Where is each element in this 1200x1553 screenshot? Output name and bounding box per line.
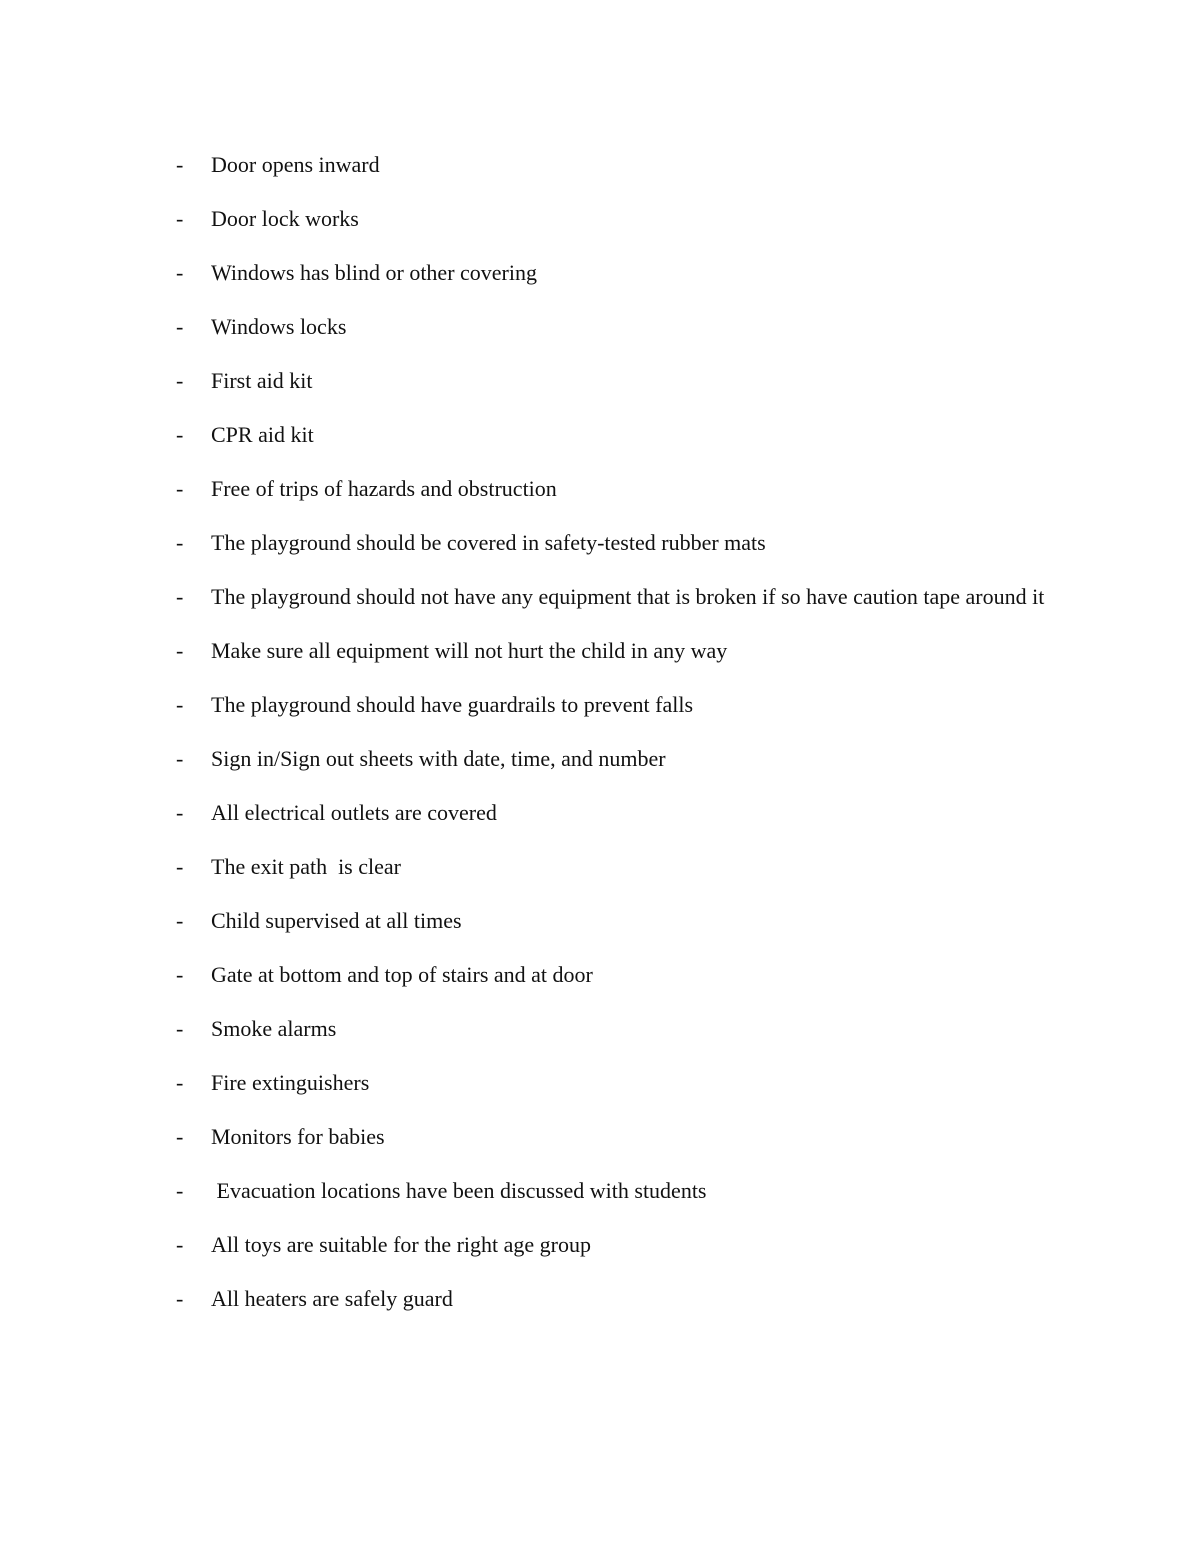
- list-item-text: Door lock works: [211, 206, 359, 231]
- safety-checklist: [176, 138, 1056, 1326]
- list-item: [176, 138, 1056, 192]
- list-item: [176, 894, 1056, 948]
- list-item-text: CPR aid kit: [211, 422, 314, 447]
- list-item-text: Windows locks: [211, 314, 347, 339]
- list-item-text: The playground should not have any equipment that is broken if so have caution tape around it: [211, 584, 1045, 609]
- bullet-dash: -: [176, 1286, 184, 1311]
- list-item: [176, 570, 1056, 624]
- list-item: [176, 1110, 1056, 1164]
- list-item-text: Child supervised at all times: [211, 908, 462, 933]
- bullet-dash: -: [176, 908, 184, 933]
- list-item-text: The exit path is clear: [211, 854, 401, 879]
- list-item: [176, 1056, 1056, 1110]
- bullet-dash: -: [176, 584, 184, 609]
- list-item-text: The playground should be covered in safety-tested rubber mats: [211, 530, 766, 555]
- list-item-text: The playground should have guardrails to prevent falls: [211, 692, 694, 717]
- bullet-dash: -: [176, 260, 184, 285]
- list-item-text: Sign in/Sign out sheets with date, time, and number: [211, 746, 666, 771]
- list-item: [176, 462, 1056, 516]
- list-item-text: Door opens inward: [211, 152, 380, 177]
- list-item: [176, 192, 1056, 246]
- list-item-text: Make sure all equipment will not hurt the child in any way: [211, 638, 728, 663]
- bullet-dash: -: [176, 692, 184, 717]
- bullet-dash: -: [176, 638, 184, 663]
- bullet-dash: -: [176, 368, 184, 393]
- bullet-dash: -: [176, 962, 184, 987]
- list-item-text: Windows has blind or other covering: [211, 260, 537, 285]
- bullet-dash: -: [176, 476, 184, 501]
- list-item: [176, 840, 1056, 894]
- bullet-dash: -: [176, 530, 184, 555]
- list-item: [176, 678, 1056, 732]
- bullet-dash: -: [176, 314, 184, 339]
- list-item: [176, 300, 1056, 354]
- list-item-text: Evacuation locations have been discussed with students: [211, 1178, 707, 1203]
- list-item-text: Monitors for babies: [211, 1124, 385, 1149]
- list-item-text: Fire extinguishers: [211, 1070, 370, 1095]
- list-item-text: All heaters are safely guard: [211, 1286, 453, 1311]
- bullet-dash: -: [176, 1232, 184, 1257]
- bullet-dash: -: [176, 1070, 184, 1095]
- list-item: [176, 1272, 1056, 1326]
- list-item-text: Free of trips of hazards and obstruction: [211, 476, 557, 501]
- bullet-dash: -: [176, 854, 184, 879]
- bullet-dash: -: [176, 800, 184, 825]
- list-item: [176, 1218, 1056, 1272]
- bullet-dash: -: [176, 1016, 184, 1041]
- list-item: [176, 354, 1056, 408]
- bullet-dash: -: [176, 746, 184, 771]
- bullet-dash: -: [176, 1124, 184, 1149]
- list-item-text: Smoke alarms: [211, 1016, 337, 1041]
- list-item: [176, 408, 1056, 462]
- list-item: [176, 624, 1056, 678]
- bullet-dash: -: [176, 422, 184, 447]
- bullet-dash: -: [176, 1178, 184, 1203]
- list-item: [176, 1164, 1056, 1218]
- list-item-text: All electrical outlets are covered: [211, 800, 497, 825]
- list-item: [176, 732, 1056, 786]
- list-item: [176, 1002, 1056, 1056]
- list-item-text: Gate at bottom and top of stairs and at door: [211, 962, 593, 987]
- list-item-text: All toys are suitable for the right age group: [211, 1232, 592, 1257]
- list-item: [176, 948, 1056, 1002]
- list-item-text: First aid kit: [211, 368, 313, 393]
- list-item: [176, 516, 1056, 570]
- list-item: [176, 786, 1056, 840]
- list-item: [176, 246, 1056, 300]
- bullet-dash: -: [176, 206, 184, 231]
- bullet-dash: -: [176, 152, 184, 177]
